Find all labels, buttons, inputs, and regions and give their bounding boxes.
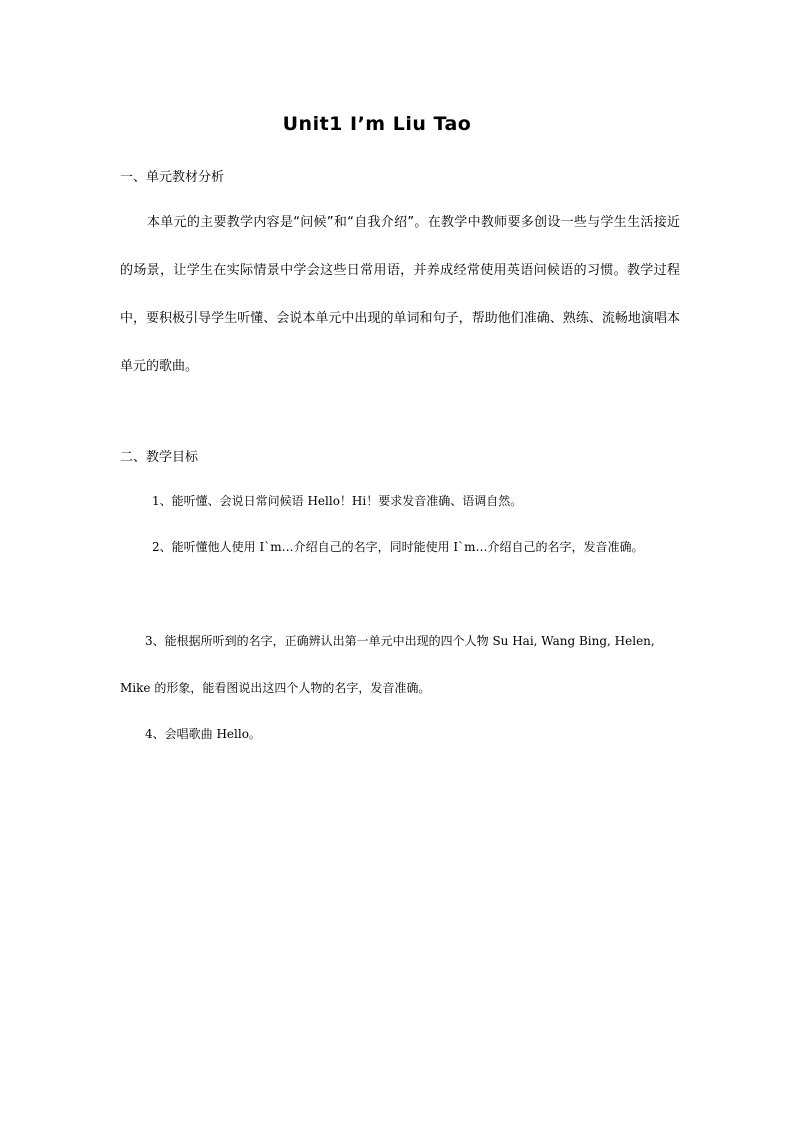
section-heading-analysis: 一、单元教材分析	[120, 170, 225, 185]
section-heading-objectives: 二、教学目标	[120, 450, 199, 465]
analysis-paragraph: 本单元的主要教学内容是“问候”和“自我介绍”。在教学中教师要多创设一些与学生生活接近的场景，让学生在实际情景中学会这些日常用语，并养成经常使用英语问候语的习惯。教学过程中，要积极引导学生听懂、会说本单元中出现的单词和句子，帮助他们准确、熟练、流畅地演唱本单元的歌曲。	[120, 215, 680, 374]
objective-item-3: 3、能根据所听到的名字，正确辨认出第一单元中出现的四个人物 Su Hai, Wang Bing, Helen, Mike 的形象，能看图说出这四个人物的名字，发音准确。	[120, 634, 655, 695]
document-title: Unit1 I’m Liu Tao	[282, 113, 472, 135]
objective-item-2: 2、能听懂他人使用 I`m…介绍自己的名字，同时能使用 I`m…介绍自己的名字，发音准确。	[152, 540, 644, 554]
objective-item-4: 4、会唱歌曲 Hello。	[145, 727, 261, 741]
objective-item-1: 1、能听懂、会说日常问候语 Hello！Hi！要求发音准确、语调自然。	[152, 494, 523, 508]
